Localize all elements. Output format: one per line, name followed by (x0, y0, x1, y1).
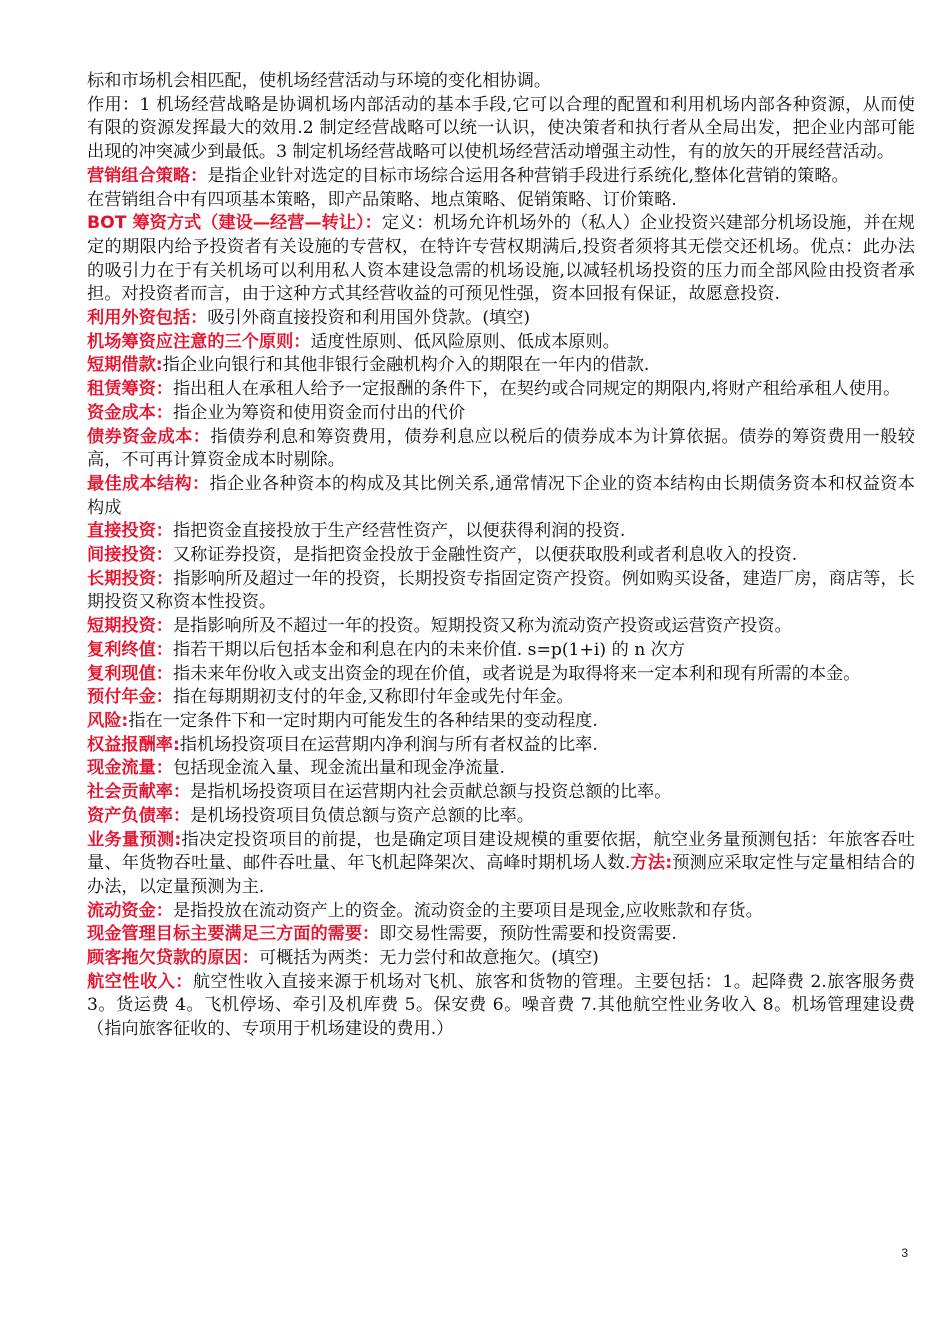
definition: 短期借款:指企业向银行和其他非银行金融机构介入的期限在一年内的借款. (87, 355, 650, 376)
term: 现金管理目标主要满足三方面的需要： (87, 924, 380, 945)
paragraph: 作用：1 机场经营战略是协调机场内部活动的基本手段,它可以合理的配置和利用机场内部各种资源，从而使有限的资源发挥最大的效用.2 制定经营战略可以统一认识，使决策者和执行者从全局出发，把企业内部可能出现的冲突减少到最低。3 制定机场经营战略可以使机场经营活动增强主动性，有的放矢的开展经营活动。 (87, 94, 915, 163)
definition: 权益报酬率:指机场投资项目在运营期内净利润与所有者权益的比率. (87, 734, 598, 755)
page-number: 3 (901, 1246, 908, 1260)
term: 风险: (87, 710, 129, 731)
definition: 流动资金：是指投放在流动资产上的资金。流动资金的主要项目是现金,应收账款和存货。 (87, 900, 763, 921)
definition: 复利现值：指未来年份收入或支出资金的现在价值，或者说是为取得将来一定本利和现有所需的本金。 (87, 663, 861, 684)
definition: 直接投资：指把资金直接投放于生产经营性资产，以便获得利润的投资. (87, 521, 626, 542)
term: 短期借款: (87, 355, 163, 376)
term: 方法: (630, 853, 673, 874)
document-body (87, 70, 915, 1042)
term: 长期投资： (87, 568, 174, 589)
definition: 债券资金成本：指债券利息和筹资费用，债券利息应以税后的债券成本为计算依据。债券的筹资费用一般较高，不可再计算资金成本时剔除。 (87, 426, 915, 471)
term: 现金流量： (87, 758, 173, 779)
definition: 业务量预测:指决定投资项目的前提，也是确定项目建设规模的重要依据，航空业务量预测包括：年旅客吞吐量、年货物吞吐量、邮件吞吐量、年飞机起降架次、高峰时期机场人数.方法:预测应采取定性与定量相结合的办法，以定量预测为主. (87, 829, 916, 897)
term: 机场筹资应注意的三个原则： (87, 331, 311, 352)
definition: 租赁筹资：指出租人在承租人给予一定报酬的条件下，在契约或合同规定的期限内,将财产租给承租人使用。 (87, 379, 901, 400)
term: 预付年金： (87, 687, 173, 708)
definition: 预付年金：指在每期期初支付的年金,又称即付年金或先付年金。 (87, 687, 574, 708)
term: 复利终值： (87, 639, 173, 660)
term: 利用外资包括： (87, 308, 208, 329)
definition: 资金成本：指企业为筹资和使用资金而付出的代价 (87, 402, 466, 423)
term: 航空性收入： (87, 971, 193, 992)
term: 业务量预测: (87, 829, 182, 850)
definition: 营销组合策略：是指企业针对选定的目标市场综合运用各种营销手段进行系统化,整体化营销的策略。 (87, 165, 849, 186)
definition: 风险:指在一定条件下和一定时期内可能发生的各种结果的变动程度. (87, 710, 598, 731)
term: 债券资金成本： (87, 426, 211, 447)
definition: 航空性收入：航空性收入直接来源于机场对飞机、旅客和货物的管理。主要包括：1。起降费 2.旅客服务费 3。货运费 4。飞机停场、牵引及机库费 5。保安费 6。噪音费 7.其他航空性业务收入 8。机场管理建设费（指向旅客征收的、专项用于机场建设的费用.） (87, 971, 915, 1040)
term: 资产负债率： (87, 805, 191, 826)
term: 权益报酬率: (87, 734, 180, 755)
definition: 间接投资：又称证券投资，是指把资金投放于金融性资产，以便获取股利或者利息收入的投资. (87, 545, 798, 566)
term: 直接投资： (87, 521, 173, 542)
paragraph: 在营销组合中有四项基本策略，即产品策略、地点策略、促销策略、订价策略. (87, 189, 677, 210)
definition: 现金管理目标主要满足三方面的需要：即交易性需要，预防性需要和投资需要. (87, 924, 677, 945)
definition: 利用外资包括：吸引外商直接投资和利用国外贷款。(填空) (87, 308, 531, 329)
term: 社会贡献率： (87, 782, 191, 803)
definition: 社会贡献率：是指机场投资项目在运营期内社会贡献总额与投资总额的比率。 (87, 782, 672, 803)
term: 资金成本： (87, 402, 173, 423)
definition: 最佳成本结构：指企业各种资本的构成及其比例关系,通常情况下企业的资本结构由长期债务资本和权益资本构成 (87, 473, 915, 518)
term: 短期投资： (87, 616, 173, 637)
term: BOT 筹资方式（建设—经营—转让）： (87, 213, 382, 234)
term: 最佳成本结构： (87, 473, 210, 494)
definition: 顾客拖欠贷款的原因：可概括为两类：无力尝付和故意拖欠。(填空) (87, 948, 599, 969)
term: 间接投资： (87, 545, 173, 566)
definition: BOT 筹资方式（建设—经营—转让）：定义：机场允许机场外的（私人）企业投资兴建部分机场设施，并在规定的期限内给予投资者有关设施的专营权，在特许专营权期满后,投资者须将其无偿交还机场。优点：此办法的吸引力在于有关机场可以利用私人资本建设急需的机场设施,以减轻机场投资的压力而全部风险由投资者承担。对投资者而言，由于这种方式其经营收益的可预见性强，资本回报有保证，故愿意投资. (87, 213, 915, 305)
term: 营销组合策略： (87, 165, 208, 186)
term: 租赁筹资： (87, 379, 173, 400)
definition: 复利终值：指若干期以后包括本金和利息在内的未来价值. s=p(1+i) 的 n 次方 (87, 639, 686, 660)
term: 顾客拖欠贷款的原因： (87, 948, 259, 969)
definition: 现金流量：包括现金流入量、现金流出量和现金净流量. (87, 758, 505, 779)
definition: 机场筹资应注意的三个原则：适度性原则、低风险原则、低成本原则。 (87, 331, 620, 352)
term: 复利现值： (87, 663, 173, 684)
paragraph: 标和市场机会相匹配，使机场经营活动与环境的变化相协调。 (87, 71, 552, 91)
definition: 短期投资：是指影响所及不超过一年的投资。短期投资又称为流动资产投资或运营资产投资。 (87, 616, 792, 637)
term: 流动资金： (87, 900, 173, 921)
definition: 长期投资：指影响所及超过一年的投资，长期投资专指固定资产投资。例如购买设备，建造厂房，商店等，长期投资又称资本性投资。 (87, 568, 915, 613)
definition: 资产负债率：是机场投资项目负债总额与资产总额的比率。 (87, 805, 534, 826)
